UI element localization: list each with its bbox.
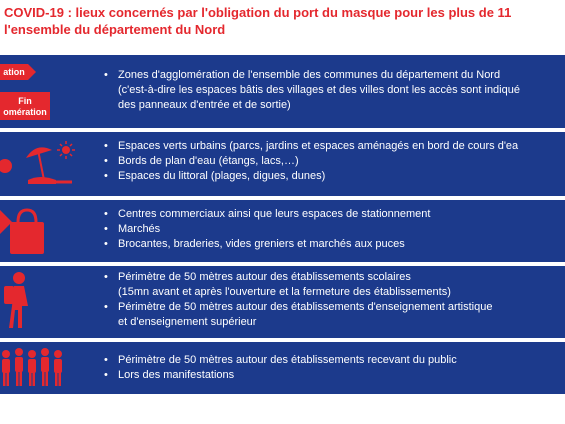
list-item: • Espaces verts urbains (parcs, jardins et espaces aménagés en bord de cours d'ea (104, 139, 518, 154)
schoolchild-icon (0, 266, 100, 338)
list-item: • Lors des manifestations (104, 368, 457, 383)
row-green-spaces (0, 132, 565, 196)
shopping-bag-icon (0, 200, 100, 262)
list-item: et d'enseignement supérieur (118, 316, 257, 328)
crowd-icon (0, 342, 100, 394)
list-item: des panneaux d'entrée et de sortie) (118, 99, 291, 111)
beach-umbrella-sun-icon (0, 132, 100, 196)
page-title (0, 4, 565, 38)
row-5-list (104, 353, 457, 383)
town-sign-icon (0, 55, 100, 128)
list-item: • Centres commerciaux ainsi que leurs espaces de stationnement (104, 207, 430, 222)
exit-sign: Fin omération (0, 92, 50, 120)
list-item: • Périmètre de 50 mètres autour des établissements d'enseignement artistique (104, 300, 492, 315)
list-item: • Périmètre de 50 mètres autour des établissements scolaires (104, 270, 492, 285)
row-schools (0, 266, 565, 338)
title-line-2: l'ensemble du département du Nord (4, 22, 226, 37)
list-item: (15mn avant et après l'ouverture et la fermeture des établissements) (118, 286, 451, 298)
list-item: (c'est-à-dire les espaces bâtis des villages et des villes dont les accès sont indiqué (118, 84, 520, 96)
row-commerce (0, 200, 565, 262)
row-2-list (104, 139, 518, 184)
list-item: • Périmètre de 50 mètres autour des établissements recevant du public (104, 353, 457, 368)
list-item: • Zones d'agglomération de l'ensemble des communes du département du Nord (104, 68, 520, 83)
row-3-list (104, 207, 430, 252)
list-item: • Marchés (104, 222, 430, 237)
row-1-list (104, 68, 520, 113)
row-agglomeration (0, 55, 565, 128)
entry-sign-arrow (28, 64, 36, 80)
row-public (0, 342, 565, 394)
list-item: • Brocantes, braderies, vides greniers et marchés aux puces (104, 237, 430, 252)
list-item: • Espaces du littoral (plages, digues, dunes) (104, 169, 518, 184)
list-item: • Bords de plan d'eau (étangs, lacs,…) (104, 154, 518, 169)
title-line-1: COVID-19 : lieux concernés par l'obligation du port du masque pour les plus de 11 (4, 5, 512, 20)
entry-sign: ation (0, 64, 28, 80)
row-4-list (104, 270, 492, 330)
